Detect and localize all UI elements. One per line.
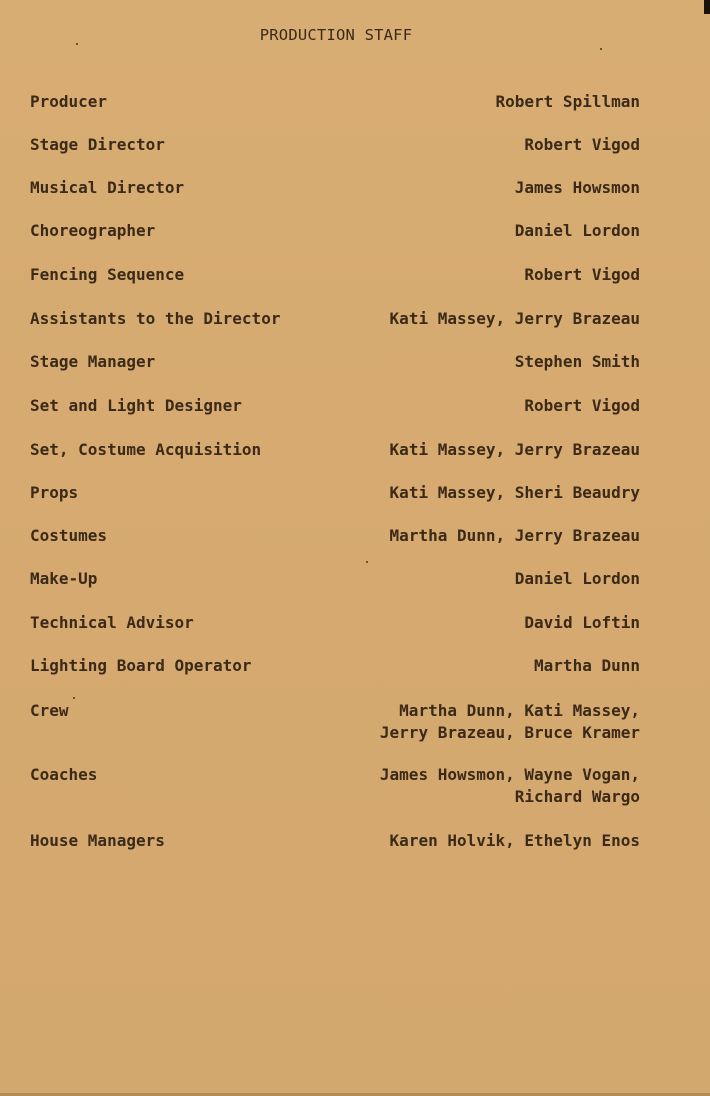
names-cell: [524, 612, 640, 634]
name-line: Martha Dunn: [534, 656, 640, 675]
name-line: Martha Dunn, Jerry Brazeau: [389, 526, 640, 545]
name-line: Kati Massey, Sheri Beaudry: [389, 483, 640, 502]
name-line: Daniel Lordon: [514, 569, 640, 588]
role-label: Crew: [30, 701, 69, 720]
role-label: Lighting Board Operator: [30, 656, 252, 675]
name-line: Daniel Lordon: [514, 221, 640, 240]
names-cell: [515, 177, 640, 199]
name-line: Robert Vigod: [524, 135, 640, 154]
name-line: Karen Holvik, Ethelyn Enos: [389, 831, 640, 850]
names-cell: [390, 525, 640, 547]
names-cell: [390, 308, 640, 330]
role-label: Producer: [30, 92, 108, 111]
role-label: Choreographer: [30, 221, 156, 240]
name-line: Kati Massey, Jerry Brazeau: [389, 309, 640, 328]
name-line: Robert Spillman: [495, 92, 640, 111]
role-label: Fencing Sequence: [30, 265, 185, 284]
names-cell: [524, 264, 640, 286]
role-label: Make-Up: [30, 569, 98, 588]
name-line: Stephen Smith: [514, 352, 640, 371]
role-label: Set, Costume Acquisition: [30, 440, 262, 459]
role-label: Musical Director: [30, 178, 185, 197]
role-label: Stage Manager: [30, 352, 156, 371]
names-cell: [534, 655, 640, 677]
paper-speck: [366, 561, 368, 563]
names-cell: [380, 700, 640, 744]
name-line: Jerry Brazeau, Bruce Kramer: [379, 723, 640, 742]
edge-mark: [704, 0, 710, 14]
name-line: James Howsmon, Wayne Vogan,: [379, 765, 640, 784]
page-title: PRODUCTION STAFF: [259, 26, 413, 44]
name-line: David Loftin: [524, 613, 640, 632]
names-cell: [380, 764, 640, 808]
names-cell: [390, 439, 640, 461]
name-line: Robert Vigod: [524, 265, 640, 284]
names-cell: [496, 91, 641, 113]
names-cell: [515, 568, 640, 590]
name-line: James Howsmon: [514, 178, 640, 197]
role-label: Set and Light Designer: [30, 396, 242, 415]
name-line: Robert Vigod: [524, 396, 640, 415]
names-cell: [524, 395, 640, 417]
names-cell: [515, 351, 640, 373]
names-cell: [524, 134, 640, 156]
role-label: Assistants to the Director: [30, 309, 281, 328]
role-label: Technical Advisor: [30, 613, 194, 632]
name-line: Richard Wargo: [514, 787, 640, 806]
name-line: Martha Dunn, Kati Massey,: [399, 701, 640, 720]
role-label: Props: [30, 483, 79, 502]
names-cell: [390, 482, 640, 504]
role-label: Coaches: [30, 765, 98, 784]
names-cell: [390, 830, 640, 852]
role-label: Stage Director: [30, 135, 165, 154]
role-label: Costumes: [30, 526, 108, 545]
names-cell: [515, 220, 640, 242]
paper-speck: [600, 48, 602, 50]
paper-speck: [73, 697, 75, 699]
role-label: House Managers: [30, 831, 165, 850]
name-line: Kati Massey, Jerry Brazeau: [389, 440, 640, 459]
